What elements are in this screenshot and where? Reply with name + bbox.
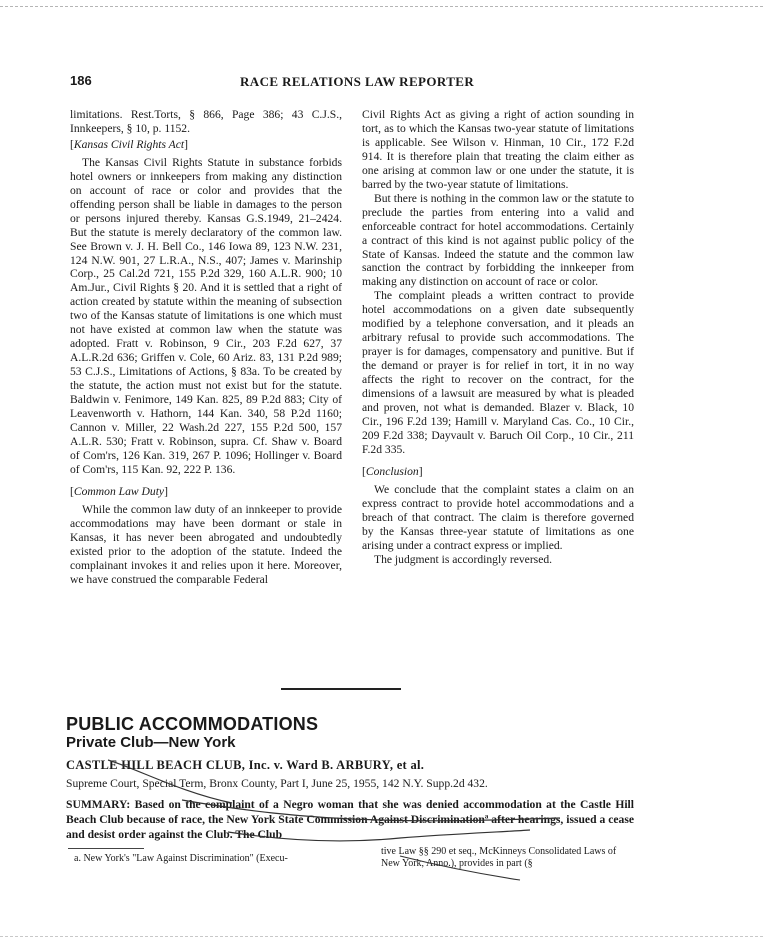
case-summary: SUMMARY: Based on the complaint of a Negro woman that she was denied accommodation at the Castle Hill Beach Club because of race, the New York State Commission Against Discriminationª after hearings, issued a cease and desist order against the Club. The Club — [66, 798, 634, 841]
right-paragraph-5: The judgment is accordingly reversed. — [374, 552, 553, 566]
right-paragraph-3: The complaint pleads a written contract to provide hotel accommodations on a given date subsequently modified by a telephone conversation, and it pleads an arbitrary refusal to provide such accommodations. The prayer is for damages, compensatory and punitive. But if the demand or prayer is for relief in tort, it in no way affects the right to recover on the contract, for the dimensions of a lawsuit are measured by what is pleaded and proven, not what is demanded. Blazer v. Black, 10 Cir., 196 F.2d 139; Hamill v. Maryland Cas. Co., 10 Cir., 209 F.2d 338; Dayvault v. Baruch Oil Corp., 10 Cir., 211 F.2d 335. — [362, 289, 634, 456]
footnote-right: tive Law §§ 290 et seq., McKinneys Consolidated Laws of New York, Anno.), provides in part (§ — [381, 846, 617, 869]
heading-common-law-duty: [Common Law Duty] — [70, 484, 168, 498]
right-column — [362, 108, 634, 567]
left-paragraph-1: limitations. Rest.Torts, § 866, Page 386; 43 C.J.S., Innkeepers, § 10, p. 1152. — [70, 108, 342, 135]
right-paragraph-1: Civil Rights Act as giving a right of action sounding in tort, as to which the Kansas two-year statute of limitations is applicable. See Wilson v. Hinman, 10 Cir., 172 F.2d 914. It is therefore plain that treating the claim either as one arising at common law or one under the statute, it is barred by the two-year statute of limitations. — [362, 108, 634, 191]
section-subtitle: Private Club—New York — [66, 734, 236, 751]
bottom-edge-rule — [0, 936, 763, 937]
court-citation: Supreme Court, Special Term, Bronx County, Part I, June 25, 1955, 142 N.Y. Supp.2d 432. — [66, 777, 488, 790]
section-title: PUBLIC ACCOMMODATIONS — [66, 714, 319, 734]
left-paragraph-2: The Kansas Civil Rights Statute in substance forbids hotel owners or innkeepers from making any distinction on account of race or color and provides that the offending person shall be liable in damages to the person or persons injured thereby. Kansas G.S.1949, 21–2424. But the statute is merely declaratory of the common law. See Brown v. J. H. Bell Co., 146 Iowa 89, 123 N.W. 231, 124 N.W. 901, 27 L.R.A., N.S., 407; James v. Marinship Corp., 25 Cal.2d 721, 155 P.2d 329, 160 A.L.R. 900; 10 Am.Jur., Civil Rights § 20. And it is settled that a right of action created by statute within the meaning of subsection two of the Kansas statute of limitations is one which must not have existed at common law when the statute was adopted. Fratt v. Robinson, 9 Cir., 203 F.2d 627, 37 A.L.R.2d 636; Griffen v. Cole, 60 Ariz. 83, 131 P.2d 989; 53 C.J.S., Limitations of Actions, § 83a. To be created by the statute, the action must not exist but for the statute. Baldwin v. Fenimore, 149 Kan. 825, 89 P.2d 883; City of Leavenworth v. Hathorn, 144 Kan. 340, 58 P.2d 1160; Cannon v. Miller, 22 Wash.2d 227, 155 P.2d 500, 157 A.L.R. 530; Fratt v. Robinson, supra. Cf. Shaw v. Board of Com'rs, 126 Kan. 319, 267 P. 1096; Hollinger v. Board of Com'rs, 115 Kan. 92, 222 P. 136. — [70, 155, 342, 476]
left-paragraph-3: While the common law duty of an innkeeper to provide accommodations may have been dormant or stale in Kansas, it has never been abrogated and undoubtedly existed prior to the adoption of the statute. Indeed the complainant invokes it and relies upon it here. Moreover, we have construed the comparable Federal — [70, 502, 342, 586]
heading-conclusion: [Conclusion] — [362, 464, 423, 478]
heading-kansas-civil-rights-act: [Kansas Civil Rights Act] — [70, 137, 189, 151]
page-number: 186 — [70, 73, 92, 88]
footnote-rule — [68, 848, 144, 849]
right-paragraph-4: We conclude that the complaint states a claim on an express contract to provide hotel accommodations and a breach of that contract. The claim is therefore governed by the Kansas three-year statute of limitations as one arising under a contract express or implied. — [362, 482, 634, 552]
top-edge-rule — [0, 6, 763, 7]
right-paragraph-2: But there is nothing in the common law or the statute to preclude the parties from entering into a valid and enforceable contract for hotel accommodations. Certainly a contract of this kind is not against public policy of the State of Kansas. Indeed the statute and the common law sanction the contract by forbidding the innkeeper from making any distinction on account of race or color. — [362, 191, 634, 289]
footnote-left: a. New York's "Law Against Discrimination" (Execu- — [74, 853, 288, 864]
left-column — [70, 108, 342, 586]
running-head: RACE RELATIONS LAW REPORTER — [240, 74, 475, 89]
case-name: CASTLE HILL BEACH CLUB, Inc. v. Ward B. ARBURY, et al. — [66, 758, 425, 772]
section-divider — [281, 688, 401, 690]
